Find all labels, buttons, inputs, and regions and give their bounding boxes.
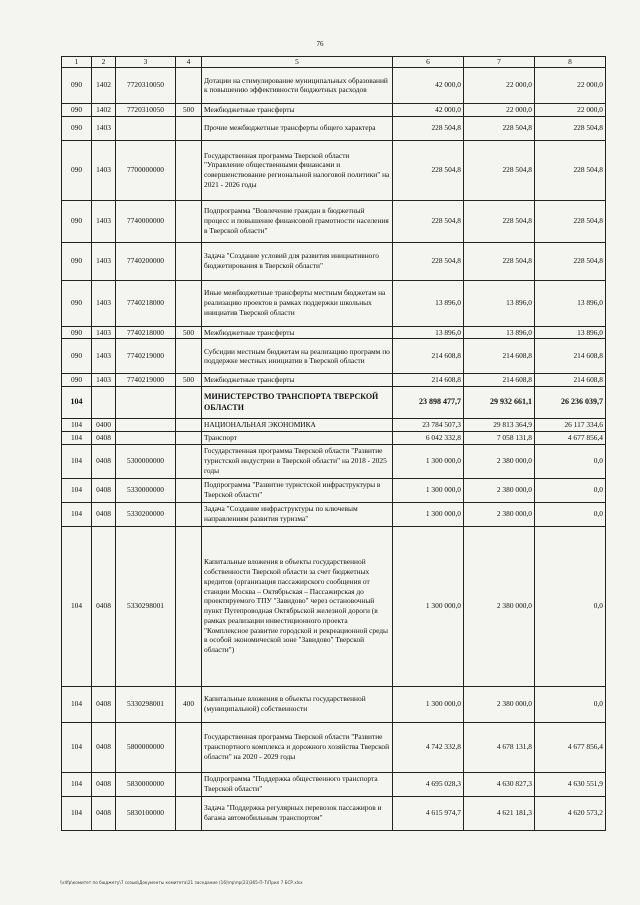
cell-description: Капитальные вложения в объекты государственной (муниципальной) собственности <box>202 686 393 722</box>
cell-amount-year-3: 4 677 856,4 <box>535 431 606 444</box>
cell-expense-type <box>176 431 202 444</box>
cell-section-code: 1403 <box>92 116 116 140</box>
cell-target-article <box>116 419 176 432</box>
table-row <box>62 478 606 502</box>
table-row <box>62 103 606 116</box>
cell-amount-year-1: 1 300 000,0 <box>393 478 464 502</box>
cell-description: Задача "Создание условий для развития инициативного бюджетирования в Тверской области" <box>202 242 393 280</box>
cell-amount-year-1: 23 898 477,7 <box>393 387 464 419</box>
table-row <box>62 772 606 796</box>
table-row <box>62 387 606 419</box>
cell-section-code: 1403 <box>92 374 116 387</box>
cell-amount-year-1: 13 896,0 <box>393 280 464 326</box>
cell-description: Дотации на стимулирование муниципальных образований к повышению эффективности бюджетных расходов <box>202 67 393 103</box>
cell-description: Государственная программа Тверской области "Управление общественными финансами и совершенствование региональной налоговой политики" на 2021 - 2026 годы <box>202 140 393 200</box>
cell-amount-year-3: 228 504,8 <box>535 116 606 140</box>
cell-admin-code: 090 <box>62 280 92 326</box>
cell-admin-code: 104 <box>62 772 92 796</box>
cell-amount-year-2: 228 504,8 <box>464 140 535 200</box>
cell-amount-year-1: 1 300 000,0 <box>393 444 464 478</box>
header-row <box>62 57 606 68</box>
cell-expense-type <box>176 140 202 200</box>
cell-amount-year-2: 228 504,8 <box>464 242 535 280</box>
table-row <box>62 339 606 374</box>
cell-section-code: 0408 <box>92 526 116 686</box>
cell-amount-year-2: 228 504,8 <box>464 116 535 140</box>
cell-admin-code: 090 <box>62 374 92 387</box>
table-row <box>62 280 606 326</box>
cell-expense-type: 500 <box>176 103 202 116</box>
cell-target-article: 7740219000 <box>116 339 176 374</box>
cell-amount-year-2: 22 000,0 <box>464 67 535 103</box>
cell-amount-year-3: 22 000,0 <box>535 103 606 116</box>
cell-amount-year-1: 1 300 000,0 <box>393 686 464 722</box>
table-row <box>62 326 606 339</box>
cell-target-article: 7740000000 <box>116 200 176 242</box>
cell-target-article <box>116 387 176 419</box>
cell-admin-code: 104 <box>62 431 92 444</box>
cell-description: Межбюджетные трансферты <box>202 103 393 116</box>
cell-description: Межбюджетные трансферты <box>202 326 393 339</box>
cell-description: Прочие межбюджетные трансферты общего характера <box>202 116 393 140</box>
cell-section-code: 0408 <box>92 722 116 772</box>
cell-section-code: 1403 <box>92 140 116 200</box>
cell-admin-code: 104 <box>62 796 92 830</box>
cell-section-code: 0408 <box>92 796 116 830</box>
cell-expense-type <box>176 722 202 772</box>
cell-amount-year-3: 228 504,8 <box>535 200 606 242</box>
cell-expense-type <box>176 419 202 432</box>
cell-description: НАЦИОНАЛЬНАЯ ЭКОНОМИКА <box>202 419 393 432</box>
cell-amount-year-3: 4 620 573,2 <box>535 796 606 830</box>
cell-amount-year-2: 29 813 364,9 <box>464 419 535 432</box>
cell-amount-year-1: 1 300 000,0 <box>393 526 464 686</box>
header-col-4: 4 <box>176 57 202 68</box>
cell-expense-type <box>176 796 202 830</box>
cell-amount-year-1: 228 504,8 <box>393 242 464 280</box>
cell-expense-type: 400 <box>176 686 202 722</box>
header-col-5: 5 <box>202 57 393 68</box>
cell-amount-year-2: 2 380 000,0 <box>464 478 535 502</box>
cell-amount-year-3: 0,0 <box>535 526 606 686</box>
page-number: 76 <box>316 40 324 48</box>
cell-amount-year-2: 13 896,0 <box>464 326 535 339</box>
cell-admin-code: 090 <box>62 103 92 116</box>
cell-target-article: 5800000000 <box>116 722 176 772</box>
cell-admin-code: 104 <box>62 478 92 502</box>
cell-description: Иные межбюджетные трансферты местным бюджетам на реализацию проектов в рамках поддержки школьных инициатив Тверской области <box>202 280 393 326</box>
cell-amount-year-3: 228 504,8 <box>535 242 606 280</box>
cell-target-article: 5330000000 <box>116 478 176 502</box>
cell-section-code: 1403 <box>92 200 116 242</box>
cell-amount-year-1: 228 504,8 <box>393 140 464 200</box>
cell-description: Подпрограмма "Развитие туристской инфраструктуры в Тверской области" <box>202 478 393 502</box>
cell-admin-code: 090 <box>62 326 92 339</box>
cell-amount-year-3: 0,0 <box>535 686 606 722</box>
cell-expense-type <box>176 280 202 326</box>
cell-description: МИНИСТЕРСТВО ТРАНСПОРТА ТВЕРСКОЙ ОБЛАСТИ <box>202 387 393 419</box>
budget-table <box>61 56 606 831</box>
cell-description: Субсидии местным бюджетам на реализацию программ по поддержке местных инициатив в Тверской области <box>202 339 393 374</box>
cell-expense-type <box>176 387 202 419</box>
cell-admin-code: 104 <box>62 526 92 686</box>
cell-target-article <box>116 116 176 140</box>
cell-amount-year-2: 2 380 000,0 <box>464 444 535 478</box>
cell-expense-type <box>176 502 202 526</box>
cell-expense-type <box>176 242 202 280</box>
cell-section-code: 1402 <box>92 67 116 103</box>
cell-admin-code: 090 <box>62 339 92 374</box>
table-row <box>62 722 606 772</box>
table-row <box>62 116 606 140</box>
cell-amount-year-2: 22 000,0 <box>464 103 535 116</box>
header-col-3: 3 <box>116 57 176 68</box>
cell-target-article: 5830100000 <box>116 796 176 830</box>
cell-admin-code: 104 <box>62 419 92 432</box>
cell-amount-year-2: 29 932 661,1 <box>464 387 535 419</box>
cell-amount-year-1: 4 742 332,8 <box>393 722 464 772</box>
cell-amount-year-1: 1 300 000,0 <box>393 502 464 526</box>
cell-amount-year-1: 23 784 507,3 <box>393 419 464 432</box>
cell-description: Капитальные вложения в объекты государственной собственности Тверской области за счет бюджетных кредитов (организация пассажирского сообщения от станции Москва – Октябрьская – Пассажирская до проектируемого ТПУ "Завидово" через остановочный пункт Путепроводная Октябрьской железной дороги (в рамках реализации инвестиционного проекта "Комплексное развитие городской и рекреационной среды в особой экономической зоне "Завидово" Тверской области") <box>202 526 393 686</box>
cell-amount-year-1: 4 615 974,7 <box>393 796 464 830</box>
cell-amount-year-1: 4 695 028,3 <box>393 772 464 796</box>
cell-expense-type <box>176 339 202 374</box>
cell-target-article: 7720310050 <box>116 67 176 103</box>
cell-description: Государственная программа Тверской области "Развитие транспортного комплекса и дорожного хозяйства Тверской области" на 2020 - 2029 годы <box>202 722 393 772</box>
cell-target-article: 7700000000 <box>116 140 176 200</box>
cell-section-code: 1403 <box>92 280 116 326</box>
cell-admin-code: 104 <box>62 502 92 526</box>
table-row <box>62 796 606 830</box>
cell-amount-year-2: 2 380 000,0 <box>464 526 535 686</box>
cell-description: Государственная программа Тверской области "Развитие туристской индустрии в Тверской области" на 2018 - 2025 годы <box>202 444 393 478</box>
table-row <box>62 419 606 432</box>
cell-amount-year-3: 0,0 <box>535 502 606 526</box>
cell-amount-year-3: 22 000,0 <box>535 67 606 103</box>
cell-expense-type <box>176 772 202 796</box>
cell-description: Задача "Поддержка регулярных перевозок пассажиров и багажа автомобильным транспортом" <box>202 796 393 830</box>
cell-expense-type: 500 <box>176 326 202 339</box>
footer-file-path: \\r4fp\комитет по бюджету\7 созыв\Документы комитета\21 заседание (16)\пр\пр(23)365-П-7\Прил 7 БСР.xlsx <box>60 880 303 885</box>
cell-section-code: 0408 <box>92 431 116 444</box>
header-col-8: 8 <box>535 57 606 68</box>
cell-amount-year-1: 214 608,8 <box>393 374 464 387</box>
cell-section-code: 1403 <box>92 242 116 280</box>
cell-target-article: 7720310050 <box>116 103 176 116</box>
cell-target-article: 5330298001 <box>116 526 176 686</box>
cell-amount-year-1: 228 504,8 <box>393 116 464 140</box>
cell-amount-year-1: 228 504,8 <box>393 200 464 242</box>
cell-description: Межбюджетные трансферты <box>202 374 393 387</box>
cell-section-code: 0408 <box>92 686 116 722</box>
table-row <box>62 444 606 478</box>
cell-amount-year-1: 42 000,0 <box>393 103 464 116</box>
cell-amount-year-3: 13 896,0 <box>535 326 606 339</box>
table-row <box>62 374 606 387</box>
cell-amount-year-1: 214 608,8 <box>393 339 464 374</box>
cell-amount-year-2: 4 630 827,3 <box>464 772 535 796</box>
cell-amount-year-3: 214 608,8 <box>535 374 606 387</box>
cell-amount-year-3: 13 896,0 <box>535 280 606 326</box>
cell-amount-year-2: 214 608,8 <box>464 374 535 387</box>
cell-amount-year-3: 26 236 039,7 <box>535 387 606 419</box>
cell-expense-type <box>176 116 202 140</box>
cell-amount-year-3: 0,0 <box>535 444 606 478</box>
cell-admin-code: 104 <box>62 722 92 772</box>
cell-expense-type <box>176 526 202 686</box>
cell-amount-year-2: 228 504,8 <box>464 200 535 242</box>
cell-section-code: 1402 <box>92 103 116 116</box>
cell-description: Подпрограмма "Поддержка общественного транспорта Тверской области" <box>202 772 393 796</box>
cell-amount-year-2: 2 380 000,0 <box>464 686 535 722</box>
cell-section-code: 0408 <box>92 502 116 526</box>
cell-target-article: 5330298001 <box>116 686 176 722</box>
cell-target-article: 7740200000 <box>116 242 176 280</box>
table-row <box>62 526 606 686</box>
cell-description: Транспорт <box>202 431 393 444</box>
cell-expense-type <box>176 67 202 103</box>
table-body <box>62 67 606 830</box>
cell-amount-year-3: 214 608,8 <box>535 339 606 374</box>
cell-section-code: 0408 <box>92 444 116 478</box>
cell-amount-year-2: 4 621 181,3 <box>464 796 535 830</box>
cell-section-code: 0408 <box>92 772 116 796</box>
cell-amount-year-3: 228 504,8 <box>535 140 606 200</box>
cell-expense-type: 500 <box>176 374 202 387</box>
table-row <box>62 67 606 103</box>
cell-section-code: 0408 <box>92 478 116 502</box>
cell-amount-year-2: 13 896,0 <box>464 280 535 326</box>
cell-amount-year-1: 42 000,0 <box>393 67 464 103</box>
cell-amount-year-3: 26 117 334,6 <box>535 419 606 432</box>
cell-amount-year-2: 4 678 131,8 <box>464 722 535 772</box>
table-row <box>62 242 606 280</box>
cell-description: Задача "Создание инфраструктуры по ключевым направлениям развития туризма" <box>202 502 393 526</box>
cell-target-article: 7740218000 <box>116 280 176 326</box>
cell-admin-code: 104 <box>62 387 92 419</box>
table-row <box>62 431 606 444</box>
cell-admin-code: 090 <box>62 140 92 200</box>
cell-description: Подпрограмма "Вовлечение граждан в бюджетный процесс и повышение финансовой грамотности населения в Тверской области" <box>202 200 393 242</box>
header-col-2: 2 <box>92 57 116 68</box>
cell-target-article: 7740218000 <box>116 326 176 339</box>
table-row <box>62 686 606 722</box>
cell-section-code: 0400 <box>92 419 116 432</box>
header-col-1: 1 <box>62 57 92 68</box>
cell-target-article: 5300000000 <box>116 444 176 478</box>
table-row <box>62 502 606 526</box>
header-col-6: 6 <box>393 57 464 68</box>
cell-expense-type <box>176 200 202 242</box>
cell-amount-year-1: 6 042 332,8 <box>393 431 464 444</box>
cell-target-article: 5330200000 <box>116 502 176 526</box>
cell-section-code: 1403 <box>92 326 116 339</box>
table-row <box>62 140 606 200</box>
header-col-7: 7 <box>464 57 535 68</box>
cell-target-article: 7740219000 <box>116 374 176 387</box>
cell-section-code: 1403 <box>92 339 116 374</box>
table-row <box>62 200 606 242</box>
cell-target-article: 5830000000 <box>116 772 176 796</box>
cell-amount-year-1: 13 896,0 <box>393 326 464 339</box>
cell-admin-code: 104 <box>62 444 92 478</box>
cell-amount-year-3: 4 630 551,9 <box>535 772 606 796</box>
cell-section-code <box>92 387 116 419</box>
cell-admin-code: 090 <box>62 67 92 103</box>
cell-target-article <box>116 431 176 444</box>
cell-amount-year-2: 214 608,8 <box>464 339 535 374</box>
cell-amount-year-2: 7 058 131,8 <box>464 431 535 444</box>
cell-admin-code: 090 <box>62 200 92 242</box>
cell-expense-type <box>176 478 202 502</box>
cell-amount-year-3: 0,0 <box>535 478 606 502</box>
cell-amount-year-3: 4 677 856,4 <box>535 722 606 772</box>
cell-admin-code: 090 <box>62 116 92 140</box>
cell-amount-year-2: 2 380 000,0 <box>464 502 535 526</box>
cell-admin-code: 104 <box>62 686 92 722</box>
cell-expense-type <box>176 444 202 478</box>
cell-admin-code: 090 <box>62 242 92 280</box>
